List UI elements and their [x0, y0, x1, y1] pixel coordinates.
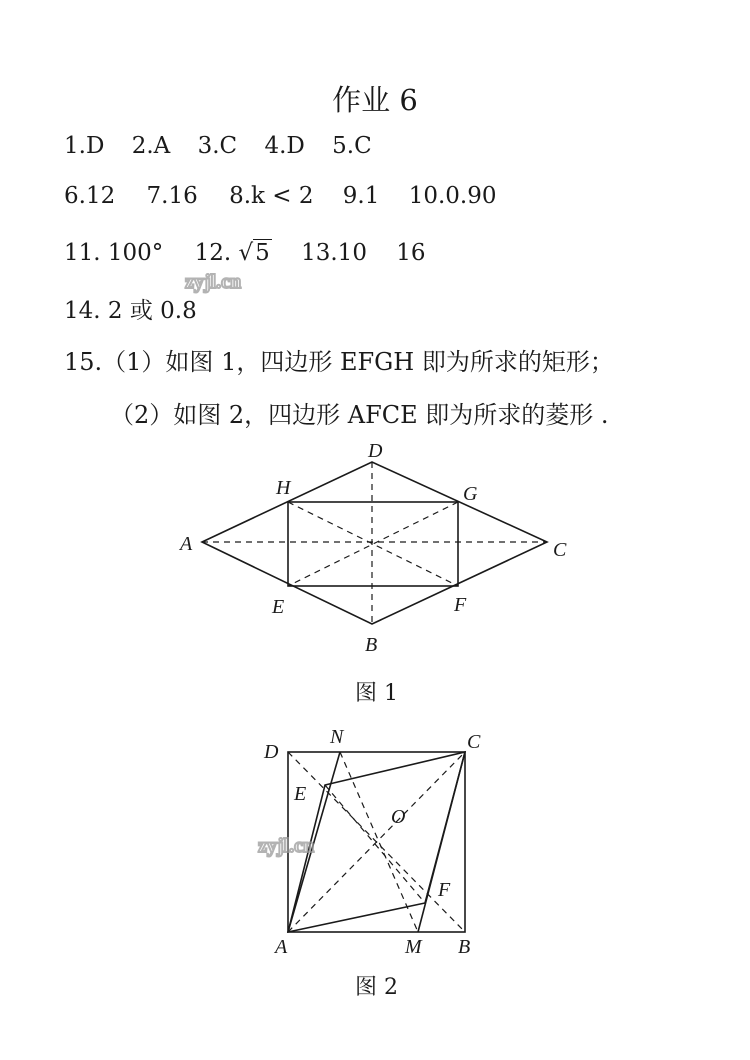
label-fig2-n: N [330, 726, 344, 748]
figure-1-caption: 图 1 [355, 681, 398, 706]
q15-part-1: 15.（1）如图 1，四边形 EFGH 即为所求的矩形； [64, 348, 614, 376]
answer-6: 6.12 [64, 183, 116, 209]
label-fig1-e: E [272, 596, 285, 618]
answer-5: 5.C [332, 133, 372, 159]
answer-4: 4.D [264, 133, 305, 159]
answer-11: 11. 100° [64, 240, 164, 266]
label-fig2-d: D [264, 741, 279, 763]
label-fig1-c: C [553, 539, 567, 561]
q15-part-2: （2）如图 2，四边形 AFCE 即为所求的菱形 . [110, 401, 609, 429]
segment-cm [418, 752, 465, 932]
label-fig1-a: A [180, 533, 193, 555]
answer-10: 10.0.90 [408, 183, 497, 209]
answer-9: 9.1 [342, 183, 380, 209]
answer-1: 1.D [64, 133, 105, 159]
answer-12-label: 12. [194, 240, 232, 266]
figure-1 [202, 462, 547, 624]
label-fig1-g: G [463, 483, 478, 505]
answer-8: 8.k < 2 [229, 183, 314, 209]
figure-2-caption: 图 2 [355, 975, 398, 1000]
page-title: 作业 6 [332, 83, 418, 117]
label-fig2-o: O [391, 806, 406, 828]
answer-12-radicand: 5 [255, 240, 270, 266]
label-fig2-f: F [438, 879, 451, 901]
label-fig1-h: H [276, 477, 291, 499]
answer-13: 13.10 [301, 240, 367, 266]
label-fig2-c: C [467, 731, 481, 753]
label-fig1-b: B [365, 634, 378, 656]
svg-text:zyjl.cn: zyjl.cn [185, 271, 242, 293]
answer-14: 14. 2 或 0.8 [64, 298, 197, 324]
figure-1-dashed-lines [202, 462, 547, 624]
answer-3: 3.C [197, 133, 238, 159]
svg-text:zyjl.cn: zyjl.cn [258, 835, 315, 857]
label-fig2-m: M [405, 936, 422, 958]
answer-13-second: 16 [396, 240, 426, 266]
label-fig2-e: E [294, 783, 307, 805]
figure-2-labels [263, 726, 481, 958]
label-fig1-f: F [454, 594, 467, 616]
label-fig2-a: A [275, 936, 288, 958]
label-fig1-d: D [368, 440, 383, 462]
rectangle-efgh [288, 502, 458, 586]
label-fig2-b: B [458, 936, 471, 958]
answer-7: 7.16 [146, 183, 198, 209]
answer-2: 2.A [131, 133, 171, 159]
sqrt-icon: √5 [238, 240, 270, 266]
figure-2 [288, 752, 465, 932]
